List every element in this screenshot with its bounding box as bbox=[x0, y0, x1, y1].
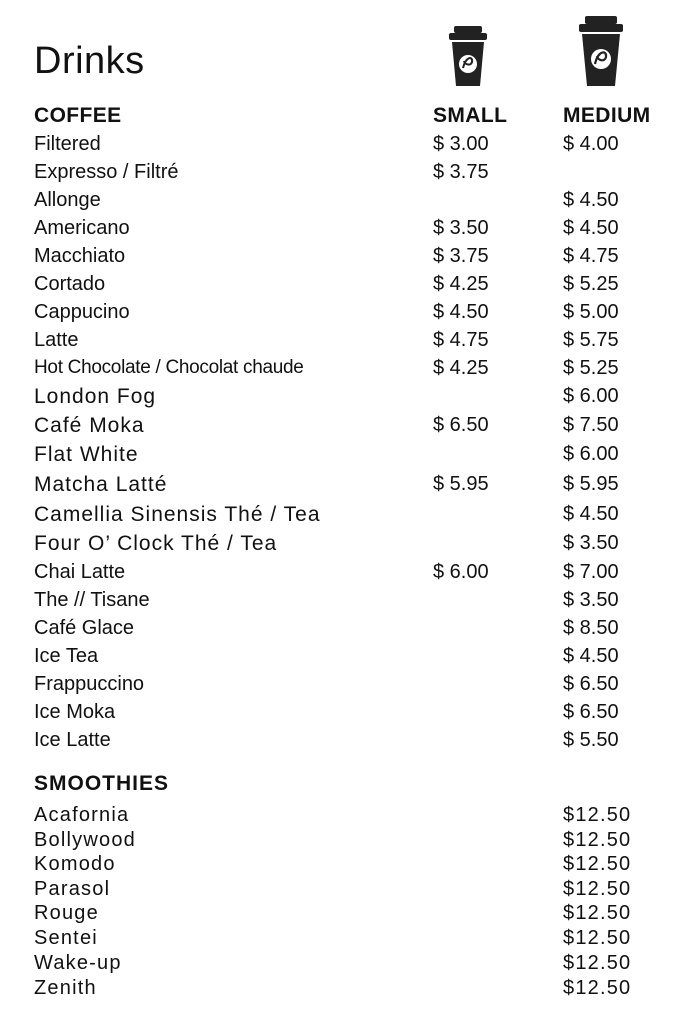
list-item bbox=[0, 301, 697, 329]
small-price: $ 6.00 bbox=[433, 561, 489, 583]
list-item bbox=[0, 561, 697, 589]
list-item bbox=[0, 273, 697, 301]
small-price: $ 4.50 bbox=[433, 301, 489, 323]
small-price: $ 4.75 bbox=[433, 329, 489, 351]
item-name: Wake-up bbox=[34, 952, 122, 974]
medium-price: $ 3.50 bbox=[563, 532, 619, 554]
item-name: Sentei bbox=[34, 927, 98, 949]
medium-price: $ 5.25 bbox=[563, 273, 619, 295]
small-price: $ 4.25 bbox=[433, 357, 489, 379]
list-item bbox=[0, 853, 697, 881]
small-price: $ 3.75 bbox=[433, 245, 489, 267]
item-name: Expresso / Filtré bbox=[34, 161, 179, 183]
item-name: Café Glace bbox=[34, 617, 135, 639]
medium-price: $ 5.75 bbox=[563, 329, 619, 351]
list-item bbox=[0, 804, 697, 832]
small-price: $ 3.75 bbox=[433, 161, 489, 183]
medium-price: $ 7.00 bbox=[563, 561, 619, 583]
medium-price: $12.50 bbox=[563, 977, 632, 999]
medium-price: $ 4.75 bbox=[563, 245, 619, 267]
coffee-cup-icon bbox=[576, 14, 626, 88]
item-name: Ice Tea bbox=[34, 645, 99, 667]
small-column-header: SMALL bbox=[433, 104, 508, 127]
list-item bbox=[0, 617, 697, 645]
medium-price: $ 4.00 bbox=[563, 133, 619, 155]
list-item bbox=[0, 952, 697, 980]
item-name: The // Tisane bbox=[34, 589, 150, 611]
item-name: Hot Chocolate / Chocolat chaude bbox=[34, 357, 304, 378]
item-name: Komodo bbox=[34, 853, 116, 875]
list-item bbox=[0, 673, 697, 701]
item-name: Four O’ Clock Thé / Tea bbox=[34, 532, 278, 555]
item-name: Chai Latte bbox=[34, 561, 126, 583]
item-name: Bollywood bbox=[34, 829, 136, 851]
list-item bbox=[0, 217, 697, 245]
item-name: Frappuccino bbox=[34, 673, 145, 695]
item-name: Ice Moka bbox=[34, 701, 116, 723]
medium-price: $12.50 bbox=[563, 804, 632, 826]
item-name: Flat White bbox=[34, 443, 139, 466]
coffee-section-header: COFFEE bbox=[34, 104, 122, 127]
medium-price: $12.50 bbox=[563, 902, 632, 924]
small-price: $ 5.95 bbox=[433, 473, 489, 495]
smoothies-section-header: SMOOTHIES bbox=[34, 772, 170, 795]
item-name: London Fog bbox=[34, 385, 157, 408]
item-name: Rouge bbox=[34, 902, 99, 924]
list-item bbox=[0, 532, 697, 560]
small-price: $ 3.50 bbox=[433, 217, 489, 239]
coffee-cup-icon bbox=[446, 24, 490, 88]
list-item bbox=[0, 503, 697, 531]
list-item bbox=[0, 443, 697, 471]
medium-price: $ 5.25 bbox=[563, 357, 619, 379]
list-item bbox=[0, 385, 697, 413]
list-item bbox=[0, 701, 697, 729]
list-item bbox=[0, 927, 697, 955]
list-item bbox=[0, 245, 697, 273]
item-name: Allonge bbox=[34, 189, 101, 211]
medium-price: $ 4.50 bbox=[563, 217, 619, 239]
item-name: Cortado bbox=[34, 273, 106, 295]
medium-price: $ 4.50 bbox=[563, 645, 619, 667]
item-name: Zenith bbox=[34, 977, 97, 999]
medium-price: $ 6.50 bbox=[563, 701, 619, 723]
medium-column-header: MEDIUM bbox=[563, 104, 651, 127]
item-name: Filtered bbox=[34, 133, 101, 155]
list-item bbox=[0, 729, 697, 757]
item-name: Macchiato bbox=[34, 245, 126, 267]
medium-price: $12.50 bbox=[563, 878, 632, 900]
list-item bbox=[0, 161, 697, 189]
medium-price: $12.50 bbox=[563, 829, 632, 851]
item-name: Camellia Sinensis Thé / Tea bbox=[34, 503, 321, 526]
medium-price: $ 3.50 bbox=[563, 589, 619, 611]
item-name: Parasol bbox=[34, 878, 111, 900]
medium-price: $12.50 bbox=[563, 853, 632, 875]
item-name: Matcha Latté bbox=[34, 473, 168, 496]
item-name: Latte bbox=[34, 329, 79, 351]
item-name: Cappucino bbox=[34, 301, 130, 323]
item-name: Acafornia bbox=[34, 804, 130, 826]
list-item bbox=[0, 473, 697, 501]
medium-price: $12.50 bbox=[563, 952, 632, 974]
medium-price: $ 4.50 bbox=[563, 503, 619, 525]
medium-price: $ 5.50 bbox=[563, 729, 619, 751]
list-item bbox=[0, 589, 697, 617]
list-item bbox=[0, 902, 697, 930]
medium-price: $ 6.50 bbox=[563, 673, 619, 695]
small-price: $ 3.00 bbox=[433, 133, 489, 155]
medium-price: $ 7.50 bbox=[563, 414, 619, 436]
small-price: $ 4.25 bbox=[433, 273, 489, 295]
list-item bbox=[0, 133, 697, 161]
medium-price: $ 6.00 bbox=[563, 443, 619, 465]
page-title: Drinks bbox=[34, 40, 145, 82]
item-name: Americano bbox=[34, 217, 130, 239]
medium-price: $ 6.00 bbox=[563, 385, 619, 407]
item-name: Ice Latte bbox=[34, 729, 111, 751]
medium-price: $ 5.95 bbox=[563, 473, 619, 495]
list-item bbox=[0, 357, 697, 385]
list-item bbox=[0, 645, 697, 673]
medium-price: $ 5.00 bbox=[563, 301, 619, 323]
small-price: $ 6.50 bbox=[433, 414, 489, 436]
list-item bbox=[0, 329, 697, 357]
medium-price: $ 8.50 bbox=[563, 617, 619, 639]
list-item bbox=[0, 977, 697, 1005]
medium-price: $12.50 bbox=[563, 927, 632, 949]
list-item bbox=[0, 189, 697, 217]
medium-price: $ 4.50 bbox=[563, 189, 619, 211]
item-name: Café Moka bbox=[34, 414, 145, 437]
list-item bbox=[0, 414, 697, 442]
